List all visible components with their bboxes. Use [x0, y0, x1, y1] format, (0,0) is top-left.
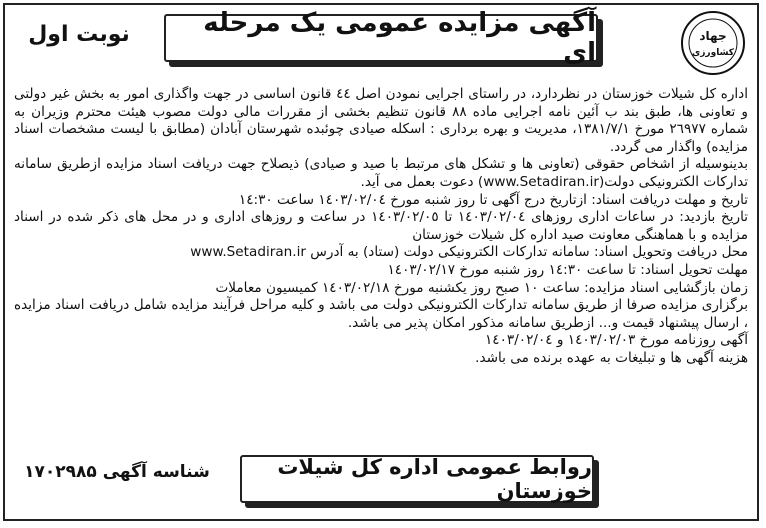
page-title: آگهی مزایده عمومی یک مرحله ای — [203, 8, 596, 68]
body-paragraph: تاریخ و مهلت دریافت اسناد: ازتاریخ درج آگهی تا روز شنبه مورخ ١٤٠٣/٠٢/٠٤ ساعت ١٤:٣٠ — [238, 191, 748, 208]
footer-org: روابط عمومی اداره کل شیلات خوزستان — [277, 455, 592, 503]
turn-label: نوبت اول — [28, 22, 130, 47]
body-paragraph: مهلت تحویل اسناد: تا ساعت ١٤:٣٠ روز شنبه مورخ ١٤٠٣/٠٢/١٧ — [387, 261, 748, 278]
ad-id: شناسه آگهی ۱۷۰۲۹۸۵ — [24, 462, 210, 482]
jahad-logo — [680, 10, 746, 76]
body-paragraph: تاریخ بازدید: در ساعات اداری روزهای ١٤٠٣/٠٢/٠٤ تا ١٤٠٣/٠٢/٠٥ در ساعت و روزهای اداری و در محل های ذکر شده در اسناد مزایده و با هماهنگی معاونت صید اداره کل شیلات خوزستان — [14, 209, 748, 243]
title-box — [164, 8, 598, 68]
body-paragraph: اداره کل شیلات خوزستان در نظردارد، در راستای اجرایی نمودن اصل ٤٤ قانون اساسی در جهت واگذاری امور به بخش غیر دولتی و تعاونی ها، طبق بند ب آئین نامه اجرایی ماده ۸۸ قانون تنظیم بخشی از مقررات مالی دولت مصوب هیئت محترم وزیران به شماره ٢٦٩٧٧ مورخ ١٣٨١/٧/١، مدیریت و بهره برداری : اسکله صیادی چوئبده شهرستان آبادان (مطابق با لیست مشخصات اسناد مزایده) واگذار می گردد. — [14, 86, 748, 155]
body-paragraph: زمان بازگشایی اسناد مزایده: ساعت ١٠ صبح روز یکشنبه مورخ ١٤٠٣/٠٢/١٨ کمیسیون معاملات — [215, 279, 748, 296]
body-paragraph: برگزاری مزایده صرفا از طریق سامانه تدارکات الکترونیکی دولت می باشد و کلیه مراحل فرآیند مزایده شامل دریافت اسناد مزایده ، ارسال پیشنهاد قیمت و... ازطریق سامانه مذکور امکان پذیر می باشد. — [14, 297, 748, 331]
body-paragraph: بدینوسیله از اشخاص حقوقی (تعاونی ها و تشکل های مرتبط با صید و صیادی) ذیصلاح جهت دریافت اسناد مزایده ازطریق سامانه تدارکات الکترونیکی دولت(www.Setadiran.ir) دعوت بعمل می آید. — [14, 156, 748, 190]
footer-box — [240, 455, 594, 503]
svg-text:جهاد: جهاد — [699, 29, 727, 43]
body-paragraph: هزینه آگهی ها و تبلیغات به عهده برنده می باشد. — [475, 349, 748, 366]
svg-text:کشاورزی: کشاورزی — [692, 48, 734, 58]
body-paragraph: محل دریافت وتحویل اسناد: سامانه تدارکات الکترونیکی دولت (ستاد) به آدرس www.Setadiran.ir — [190, 244, 748, 261]
body-paragraph: آگهی روزنامه مورخ ١٤٠٣/٠٢/٠٣ و ١٤٠٣/٠٢/٠٤ — [484, 332, 748, 349]
notice-body — [14, 86, 748, 368]
